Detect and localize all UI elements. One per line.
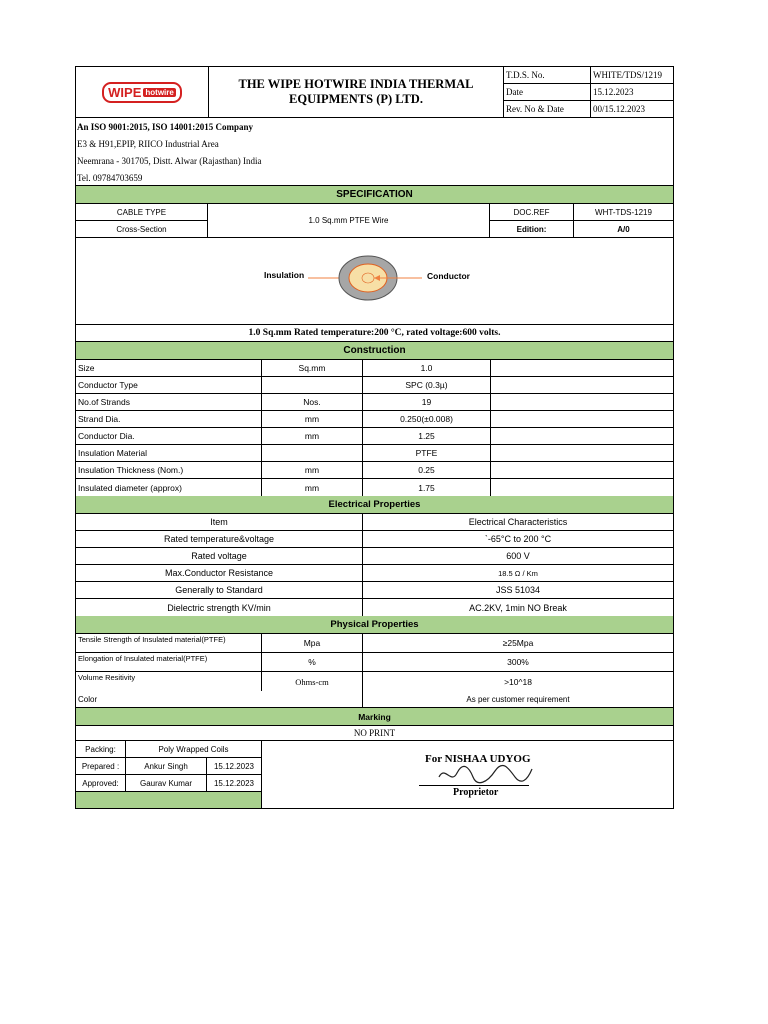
construction-value: PTFE: [363, 445, 491, 461]
construction-value: 1.0: [363, 360, 491, 376]
stamp-for: For NISHAA UDYOG: [425, 753, 531, 765]
construction-row: [76, 360, 673, 377]
construction-blank: [491, 462, 673, 478]
construction-unit: [262, 377, 363, 393]
physical-unit: Mpa: [262, 634, 363, 652]
construction-header: Construction: [76, 342, 673, 360]
physical-table: [76, 634, 673, 691]
company-stamp: [413, 743, 550, 807]
cable-type-label: CABLE TYPE: [76, 204, 207, 221]
construction-value: 0.25: [363, 462, 491, 478]
telephone: Tel. 09784703659: [77, 173, 143, 183]
cross-section-diagram: [76, 238, 673, 325]
construction-value: 1.75: [363, 479, 491, 496]
construction-unit: Sq.mm: [262, 360, 363, 376]
iso-line: An ISO 9001:2015, ISO 14001:2015 Company: [77, 122, 254, 132]
docref-value: WHT-TDS-1219: [574, 204, 673, 221]
construction-name: Size: [76, 360, 262, 376]
physical-value: ≥25Mpa: [502, 638, 534, 648]
construction-row: [76, 377, 673, 394]
construction-name: Insulated diameter (approx): [76, 479, 262, 496]
construction-name: Conductor Type: [76, 377, 262, 393]
edition-label: Edition:: [516, 224, 547, 234]
marking-value: NO PRINT: [353, 728, 396, 738]
tds-sheet: [75, 66, 674, 809]
company-logo: [76, 67, 209, 117]
marking-header: Marking: [76, 708, 673, 726]
electrical-value: `-65°C to 200 °C: [484, 534, 552, 544]
construction-row: [76, 479, 673, 496]
physical-value: 300%: [507, 657, 529, 667]
electrical-table: [76, 531, 673, 616]
construction-blank: [491, 479, 673, 496]
construction-name: Insulation Material: [76, 445, 262, 461]
cross-section-label: Cross-Section: [116, 224, 167, 234]
construction-name: Conductor Dia.: [76, 428, 262, 444]
electrical-header: Electrical Properties: [76, 496, 673, 514]
wipe-logo-icon: WIPE hotwire: [102, 82, 182, 103]
construction-blank: [491, 445, 673, 461]
company-address: [76, 118, 673, 186]
cable-value: 1.0 Sq.mm PTFE Wire: [208, 204, 490, 237]
physical-row: [76, 672, 673, 691]
physical-header: Physical Properties: [76, 616, 673, 634]
docref-label: DOC.REF: [490, 204, 573, 221]
electrical-value: 18.5 Ω / Km: [498, 568, 538, 578]
physical-row: [76, 634, 673, 653]
construction-table: [76, 360, 673, 496]
construction-value: 1.25: [363, 428, 491, 444]
edition-value: A/0: [617, 224, 630, 234]
stamp-title: Proprietor: [453, 787, 499, 798]
electrical-row: [76, 531, 673, 548]
construction-row: [76, 445, 673, 462]
construction-value: 0.250(±0.008): [363, 411, 491, 427]
cable-cross-section-icon: [306, 253, 426, 303]
address-line-1: E3 & H91,EPIP, RIICO Industrial Area: [77, 139, 219, 149]
insulation-label: Insulation: [264, 270, 305, 280]
electrical-item: Generally to Standard: [76, 582, 363, 598]
electrical-row: [76, 582, 673, 599]
color-row: Color As per customer requirement: [76, 691, 673, 708]
physical-unit: Ohms-cm: [262, 672, 363, 691]
electrical-value: JSS 51034: [495, 585, 541, 595]
approved-row: Approved: Gaurav Kumar 15.12.2023: [76, 775, 261, 792]
construction-unit: [262, 445, 363, 461]
construction-row: [76, 462, 673, 479]
signature-line: [419, 785, 529, 786]
footer-green-strip: [76, 792, 261, 808]
construction-blank: [491, 360, 673, 376]
electrical-row: [76, 548, 673, 565]
construction-blank: [491, 428, 673, 444]
packing-row: Packing: Poly Wrapped Coils: [76, 741, 261, 758]
handwritten-signature-icon: [435, 763, 535, 787]
construction-blank: [491, 394, 673, 410]
construction-value: 19: [363, 394, 491, 410]
construction-unit: mm: [262, 428, 363, 444]
electrical-value: 600 V: [506, 551, 530, 561]
construction-unit: Nos.: [262, 394, 363, 410]
meta-tds-no: T.D.S. No. WHITE/TDS/1219: [504, 67, 673, 84]
meta-rev: Rev. No & Date 00/15.12.2023: [504, 101, 673, 117]
signature-area: [262, 741, 673, 808]
physical-name: Volume Resitivity: [76, 672, 262, 691]
company-name: THE WIPE HOTWIRE INDIA THERMAL EQUIPMENTS (P) LTD.: [209, 67, 504, 117]
physical-value: >10^18: [504, 676, 532, 687]
electrical-item: Dielectric strength KV/min: [76, 599, 363, 616]
electrical-row: [76, 599, 673, 616]
construction-blank: [491, 411, 673, 427]
construction-value: SPC (0.3µ): [363, 377, 491, 393]
specification-header: SPECIFICATION: [76, 186, 673, 204]
cable-type-block: [76, 204, 673, 238]
rating-line-row: 1.0 Sq.mm Rated temperature:200 °C, rated voltage:600 volts.: [76, 325, 673, 342]
address-line-2: Neemrana - 301705, Distt. Alwar (Rajasthan) India: [77, 156, 262, 166]
electrical-item: Rated temperature&voltage: [76, 531, 363, 547]
construction-unit: mm: [262, 479, 363, 496]
construction-row: [76, 411, 673, 428]
construction-name: No.of Strands: [76, 394, 262, 410]
construction-unit: mm: [262, 411, 363, 427]
physical-unit: %: [262, 653, 363, 671]
physical-row: [76, 653, 673, 672]
document-header: [76, 67, 673, 118]
electrical-row: [76, 565, 673, 582]
physical-name: Elongation of Insulated material(PTFE): [76, 653, 262, 671]
prepared-row: Prepared : Ankur Singh 15.12.2023: [76, 758, 261, 775]
construction-unit: mm: [262, 462, 363, 478]
document-meta: [504, 67, 673, 117]
construction-blank: [491, 377, 673, 393]
construction-name: Strand Dia.: [76, 411, 262, 427]
conductor-label: Conductor: [427, 271, 470, 281]
construction-name: Insulation Thickness (Nom.): [76, 462, 262, 478]
electrical-head-row: Item Electrical Characteristics: [76, 514, 673, 531]
physical-name: Tensile Strength of Insulated material(PTFE): [76, 634, 262, 652]
meta-date: Date 15.12.2023: [504, 84, 673, 101]
electrical-value: AC.2KV, 1min NO Break: [469, 602, 567, 613]
footer-block: [76, 741, 673, 808]
construction-row: [76, 428, 673, 445]
construction-row: [76, 394, 673, 411]
electrical-item: Rated voltage: [76, 548, 363, 564]
marking-row: [76, 726, 673, 741]
electrical-item: Max.Conductor Resistance: [76, 565, 363, 581]
